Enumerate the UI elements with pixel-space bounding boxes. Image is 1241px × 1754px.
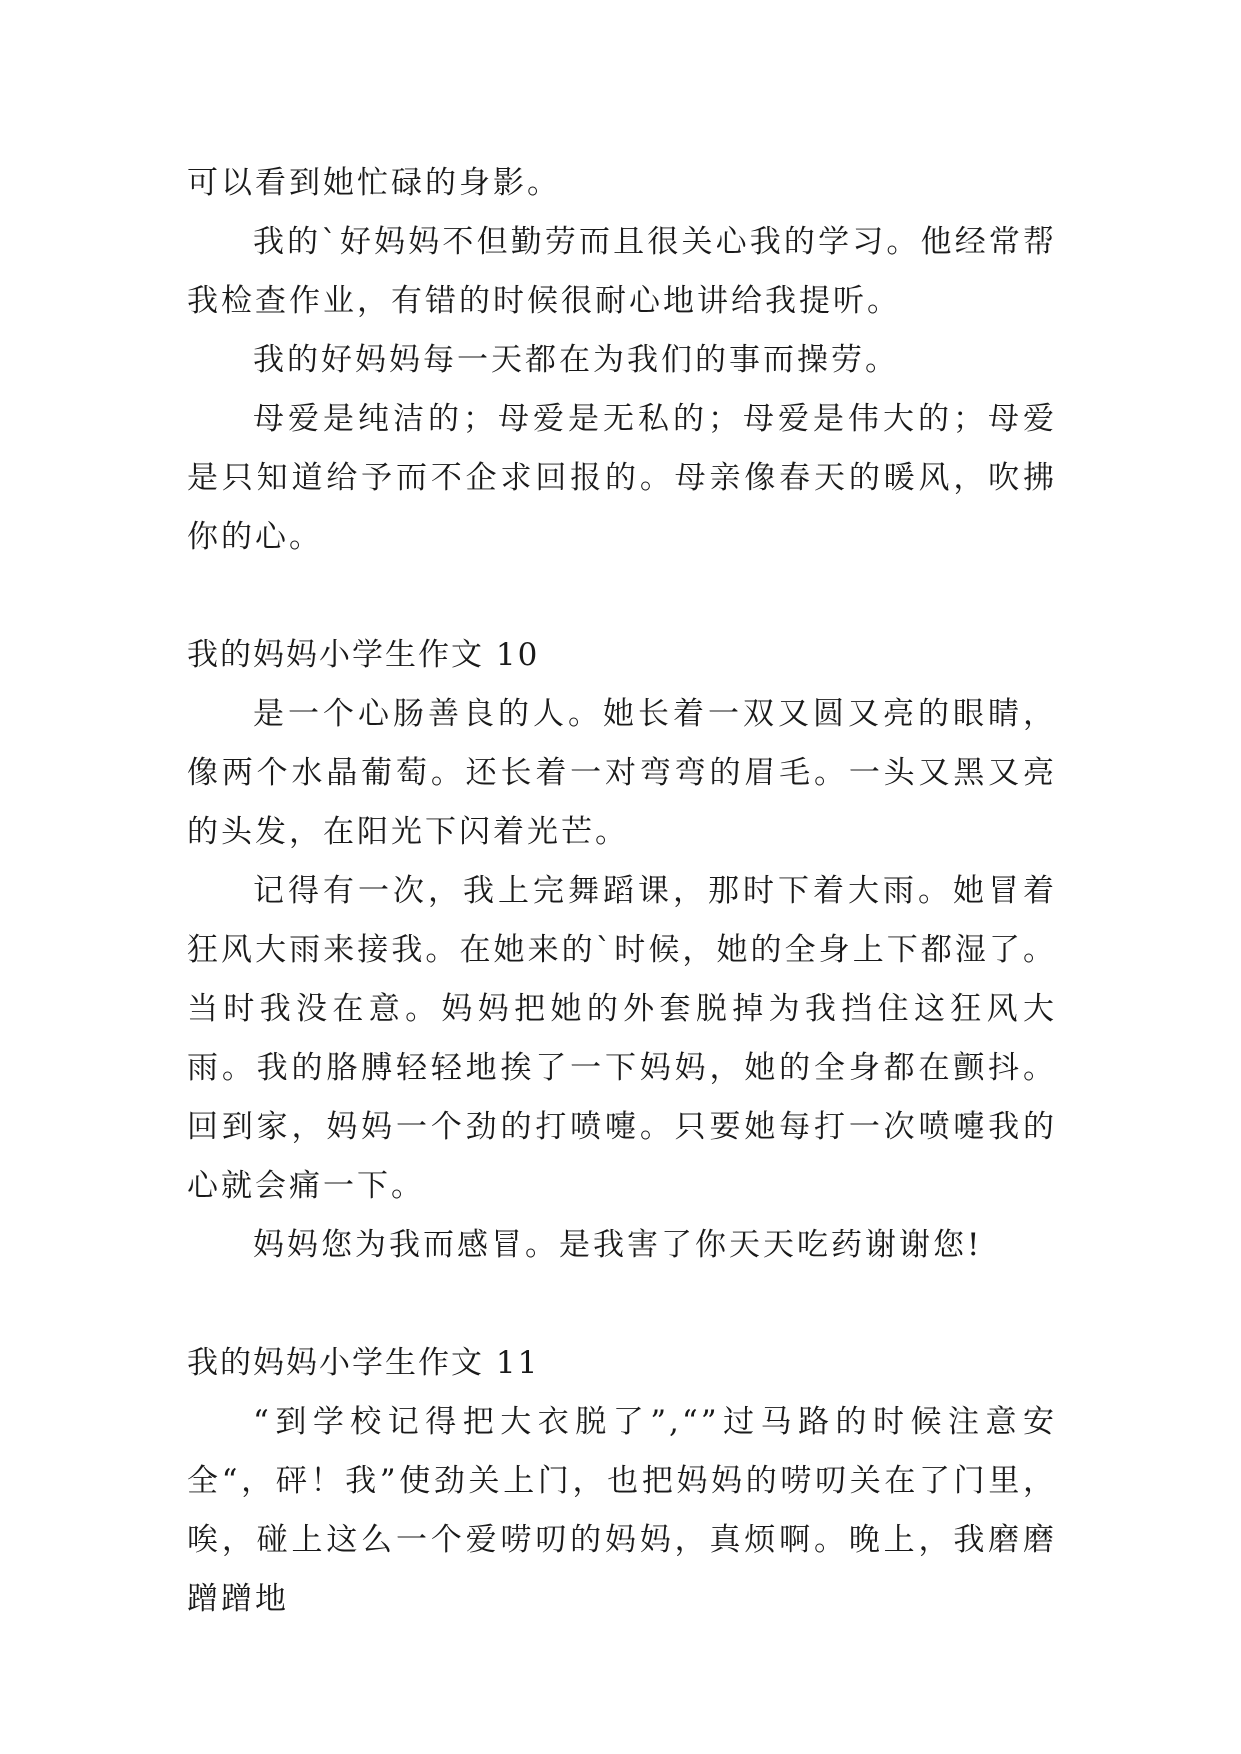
paragraph: 母爱是纯洁的；母爱是无私的；母爱是伟大的；母爱是只知道给予而不企求回报的。母亲像春天的暖风，吹拂你的心。 bbox=[187, 401, 1057, 555]
section-title: 我的妈妈小学生作文 10 bbox=[187, 637, 540, 673]
paragraph: 可以看到她忙碌的身影。 bbox=[187, 165, 561, 201]
paragraph: 妈妈您为我而感冒。是我害了你天天吃药谢谢您! bbox=[253, 1227, 983, 1263]
paragraph: 是一个心肠善良的人。她长着一双又圆又亮的眼睛，像两个水晶葡萄。还长着一对弯弯的眉毛。一头又黑又亮的头发，在阳光下闪着光芒。 bbox=[187, 696, 1057, 850]
paragraph: 记得有一次，我上完舞蹈课，那时下着大雨。她冒着狂风大雨来接我。在她来的`时候，她的全身上下都湿了。当时我没在意。妈妈把她的外套脱掉为我挡住这狂风大雨。我的胳膊轻轻地挨了一下妈妈，她的全身都在颤抖。回到家，妈妈一个劲的打喷嚏。只要她每打一次喷嚏我的心就会痛一下。 bbox=[187, 873, 1057, 1204]
paragraph: 我的好妈妈每一天都在为我们的事而操劳。 bbox=[253, 342, 899, 378]
paragraph: 我的`好妈妈不但勤劳而且很关心我的学习。他经常帮我检查作业，有错的时候很耐心地讲给我提听。 bbox=[187, 224, 1057, 319]
section-spacer bbox=[187, 567, 1057, 626]
section-title: 我的妈妈小学生作文 11 bbox=[187, 1345, 540, 1381]
document-body bbox=[187, 154, 1057, 1629]
section-spacer bbox=[187, 1275, 1057, 1334]
paragraph: “到学校记得把大衣脱了”,“”过马路的时候注意安全“，砰！我”使劲关上门，也把妈妈的唠叨关在了门里，唉，碰上这么一个爱唠叨的妈妈，真烦啊。晚上，我磨磨蹭蹭地 bbox=[187, 1404, 1057, 1617]
